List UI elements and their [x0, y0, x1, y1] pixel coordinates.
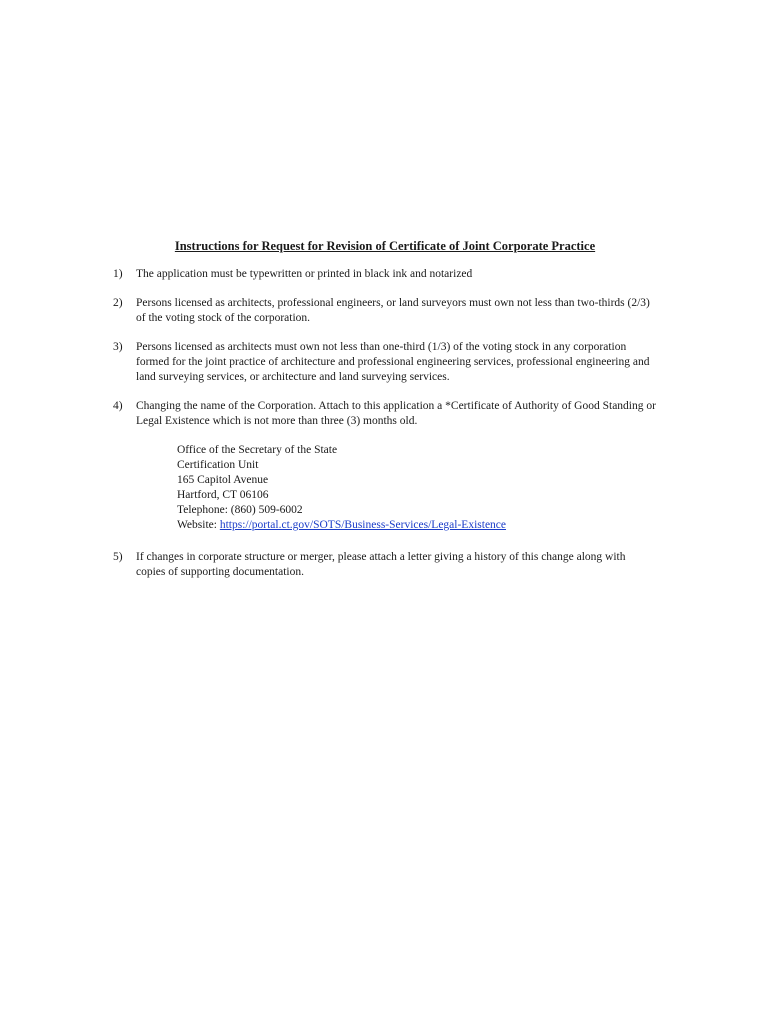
list-item: [0, 267, 770, 282]
list-item: [0, 399, 770, 429]
item-text: If changes in corporate structure or merger, please attach a letter giving a history of this change along with copies of supporting documentation.: [136, 551, 626, 578]
address-website: [177, 518, 770, 533]
address-block: [177, 443, 770, 533]
address-unit: Certification Unit: [177, 459, 259, 471]
item-text: The application must be typewritten or printed in black ink and notarized: [136, 268, 473, 280]
item-text: Persons licensed as architects, professional engineers, or land surveyors must own not less than two-thirds (2/3) of the voting stock of the corporation.: [136, 297, 650, 324]
list-item: [0, 340, 770, 385]
website-label: Website:: [177, 519, 220, 531]
item-number: 1): [113, 268, 123, 280]
address-street: 165 Capitol Avenue: [177, 474, 269, 486]
website-link[interactable]: https://portal.ct.gov/SOTS/Business-Services/Legal-Existence: [219, 519, 507, 531]
list-item: [0, 296, 770, 326]
address-city: Hartford, CT 06106: [177, 489, 269, 501]
instruction-list: [0, 267, 770, 594]
item-text: Changing the name of the Corporation. Attach to this application a *Certificate of Authority of Good Standing or Legal Existence which is not more than three (3) months old.: [136, 400, 656, 427]
item-text: Persons licensed as architects must own not less than one-third (1/3) of the voting stock in any corporation formed for the joint practice of architecture and professional engineering services, professional engineering and land surveying services, or architecture and land surveying services.: [136, 341, 650, 383]
address-telephone: Telephone: (860) 509-6002: [177, 504, 303, 516]
list-item: [0, 550, 770, 580]
item-number: 2): [113, 297, 123, 309]
item-number: 5): [113, 551, 123, 563]
address-office: Office of the Secretary of the State: [177, 444, 338, 456]
item-number: 3): [113, 341, 123, 353]
item-number: 4): [113, 400, 123, 412]
page-title: Instructions for Request for Revision of Certificate of Joint Corporate Practice: [174, 239, 596, 253]
